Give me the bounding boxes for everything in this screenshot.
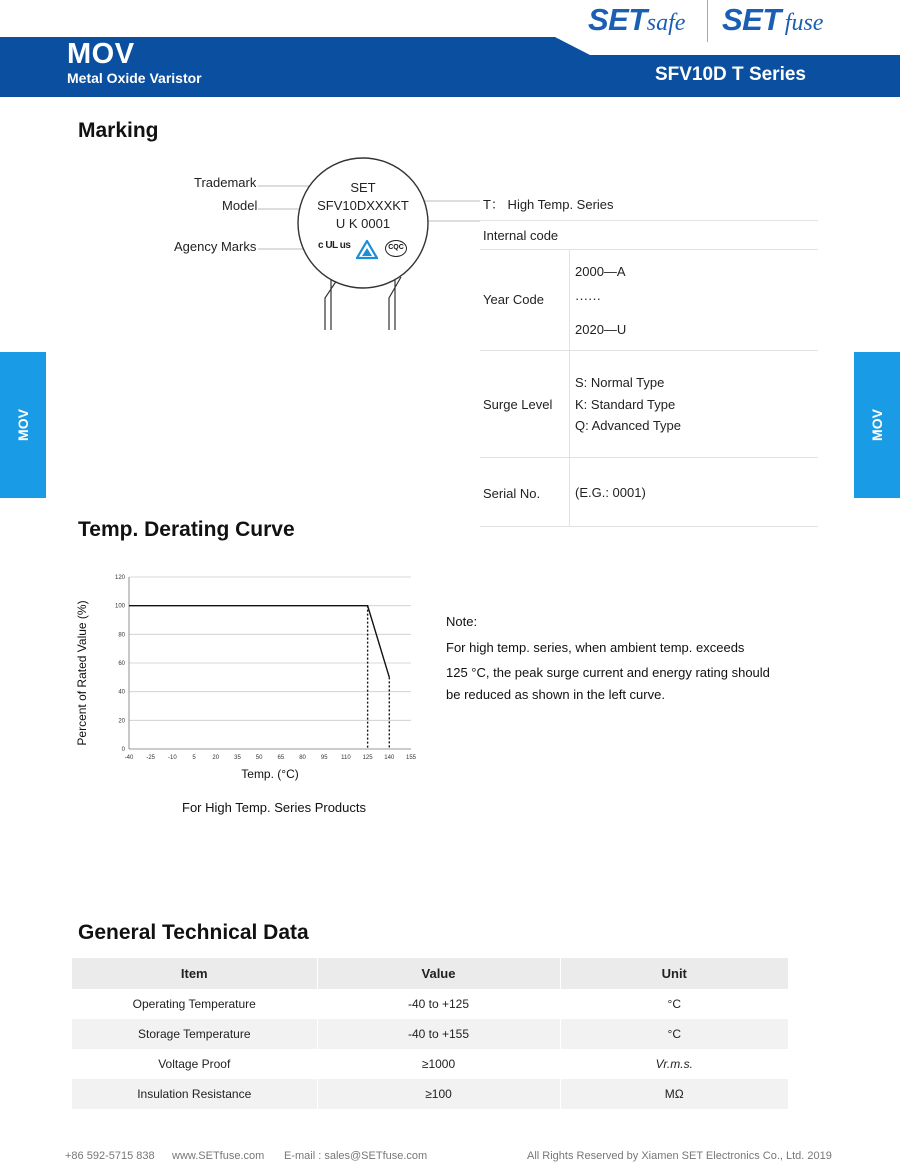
table-row bbox=[72, 989, 788, 1019]
setsafe-logo bbox=[588, 2, 685, 42]
table-row bbox=[72, 1079, 788, 1109]
chart-x-tick-label: 155 bbox=[405, 755, 417, 761]
table-row bbox=[72, 1019, 788, 1049]
marking-year-start: 2000—A bbox=[575, 264, 626, 279]
disc-line-model: SFV10DXXXKT bbox=[317, 198, 409, 213]
chart-x-tick-label: 5 bbox=[192, 755, 196, 761]
footer-email-link[interactable]: E-mail : sales@SETfuse.com bbox=[284, 1150, 428, 1162]
chart-x-tick-label: 140 bbox=[384, 755, 395, 761]
note-line-1: For high temp. series, when ambient temp. exceeds bbox=[446, 640, 745, 655]
label-trademark: Trademark bbox=[194, 175, 257, 190]
chart-y-tick-label: 100 bbox=[114, 603, 125, 610]
note-heading: Note: bbox=[446, 614, 478, 629]
chart-y-tick-label: 0 bbox=[121, 747, 125, 753]
marking-surge-s: S: Normal Type bbox=[575, 375, 665, 390]
logo-fuse-text: fuse bbox=[784, 10, 824, 36]
footer-phone: +86 592-5715 838 bbox=[65, 1150, 155, 1162]
tech-cell-item: Voltage Proof bbox=[72, 1049, 317, 1079]
chart-y-tick-label: 20 bbox=[118, 718, 125, 725]
chart-caption: For High Temp. Series Products bbox=[182, 800, 366, 815]
tech-cell-value: ≥100 bbox=[317, 1079, 560, 1109]
chart-x-tick-label: 65 bbox=[277, 755, 285, 761]
marking-surge-q: Q: Advanced Type bbox=[575, 418, 681, 433]
tech-cell-value: -40 to +125 bbox=[317, 989, 560, 1019]
footer-rights: All Rights Reserved by Xiamen SET Electronics Co., Ltd. 2019 bbox=[527, 1150, 832, 1162]
marking-year-label: Year Code bbox=[483, 292, 544, 307]
tech-header-item: Item bbox=[72, 958, 317, 989]
side-tab-left[interactable] bbox=[0, 352, 46, 498]
header-series: SFV10D T Series bbox=[654, 64, 806, 85]
logo-set-text: SET bbox=[722, 2, 781, 37]
chart-x-tick-label: 80 bbox=[299, 755, 306, 761]
tech-cell-value: ≥1000 bbox=[317, 1049, 560, 1079]
derating-series-line bbox=[129, 606, 389, 678]
tech-table bbox=[72, 958, 788, 1109]
chart-x-tick-label: 20 bbox=[212, 755, 220, 761]
marking-surge-k: K: Standard Type bbox=[575, 397, 676, 412]
setfuse-logo bbox=[722, 2, 823, 42]
side-tab-right[interactable] bbox=[854, 352, 900, 498]
tech-cell-item: Insulation Resistance bbox=[72, 1079, 317, 1109]
note-line-2: 125 °C, the peak surge current and energy rating should bbox=[446, 665, 770, 680]
label-model: Model bbox=[222, 198, 258, 213]
chart-x-tick-label: -40 bbox=[124, 755, 134, 761]
tech-title: General Technical Data bbox=[78, 921, 309, 944]
header-title: MOV bbox=[67, 38, 135, 70]
footer-website-link[interactable]: www.SETfuse.com bbox=[172, 1150, 265, 1162]
tech-header-value: Value bbox=[317, 958, 560, 989]
tech-header-unit: Unit bbox=[560, 958, 788, 989]
chart-y-ticks bbox=[115, 575, 126, 753]
marking-year-end: 2020—U bbox=[575, 322, 627, 337]
marking-serial-value: (E.G.: 0001) bbox=[575, 485, 646, 500]
chart-x-label: Temp. (°C) bbox=[241, 767, 299, 781]
chart-x-tick-label: 95 bbox=[320, 755, 328, 761]
chart-x-tick-label: 110 bbox=[341, 755, 351, 761]
label-agency-marks: Agency Marks bbox=[174, 239, 257, 254]
chart-x-tick-label: 125 bbox=[362, 755, 373, 761]
logo-safe-text: safe bbox=[646, 10, 686, 36]
header-subtitle: Metal Oxide Varistor bbox=[67, 70, 202, 86]
logo-set-text: SET bbox=[588, 2, 647, 37]
marking-internal-text: Internal code bbox=[483, 228, 559, 243]
marking-column-divider bbox=[569, 250, 570, 527]
chart-y-tick-label: 80 bbox=[118, 632, 125, 639]
tech-cell-unit: °C bbox=[560, 1019, 788, 1049]
side-tab-label: MOV bbox=[869, 409, 885, 441]
disc-line-code: U K 0001 bbox=[335, 216, 391, 231]
tech-cell-item: Storage Temperature bbox=[72, 1019, 317, 1049]
tech-cell-item: Operating Temperature bbox=[72, 989, 317, 1019]
tech-cell-unit: MΩ bbox=[560, 1079, 788, 1109]
chart-x-tick-label: -25 bbox=[146, 755, 156, 761]
tech-cell-unit: °C bbox=[667, 997, 681, 1011]
chart-y-tick-label: 60 bbox=[118, 661, 125, 667]
chart-x-tick-label: 50 bbox=[255, 755, 263, 761]
side-tab-label: MOV bbox=[15, 409, 31, 441]
chart-y-tick-label: 120 bbox=[114, 575, 125, 581]
chart-x-tick-label: -10 bbox=[168, 755, 177, 761]
chart-markers bbox=[368, 606, 390, 749]
tech-cell-unit: Vr.m.s. bbox=[655, 1057, 693, 1071]
note-line-3: be reduced as shown in the left curve. bbox=[446, 687, 665, 702]
marking-year-dots: ······ bbox=[575, 291, 601, 306]
marking-surge-label: Surge Level bbox=[483, 397, 553, 412]
chart-y-label: Percent of Rated Value (%) bbox=[75, 600, 89, 746]
marking-serial-label: Serial No. bbox=[483, 486, 541, 501]
chart-y-tick-label: 40 bbox=[118, 689, 125, 696]
disc-line-trademark: SET bbox=[350, 180, 376, 195]
tech-table-header bbox=[72, 958, 788, 989]
table-row bbox=[72, 1049, 788, 1079]
chart-x-tick-label: 35 bbox=[234, 755, 241, 761]
chart-grid bbox=[129, 577, 411, 749]
tuv-triangle-icon bbox=[356, 240, 378, 260]
cqc-icon: CQC bbox=[385, 240, 407, 257]
chart-x-ticks bbox=[125, 755, 417, 761]
derating-title: Temp. Derating Curve bbox=[78, 518, 295, 541]
ul-icon: c UL us bbox=[318, 240, 351, 251]
tech-cell-value: -40 to +155 bbox=[317, 1019, 560, 1049]
logo-divider bbox=[707, 0, 708, 42]
derating-chart bbox=[70, 565, 420, 790]
marking-title: Marking bbox=[78, 119, 159, 142]
marking-t-text: T： High Temp. Series bbox=[483, 197, 614, 212]
